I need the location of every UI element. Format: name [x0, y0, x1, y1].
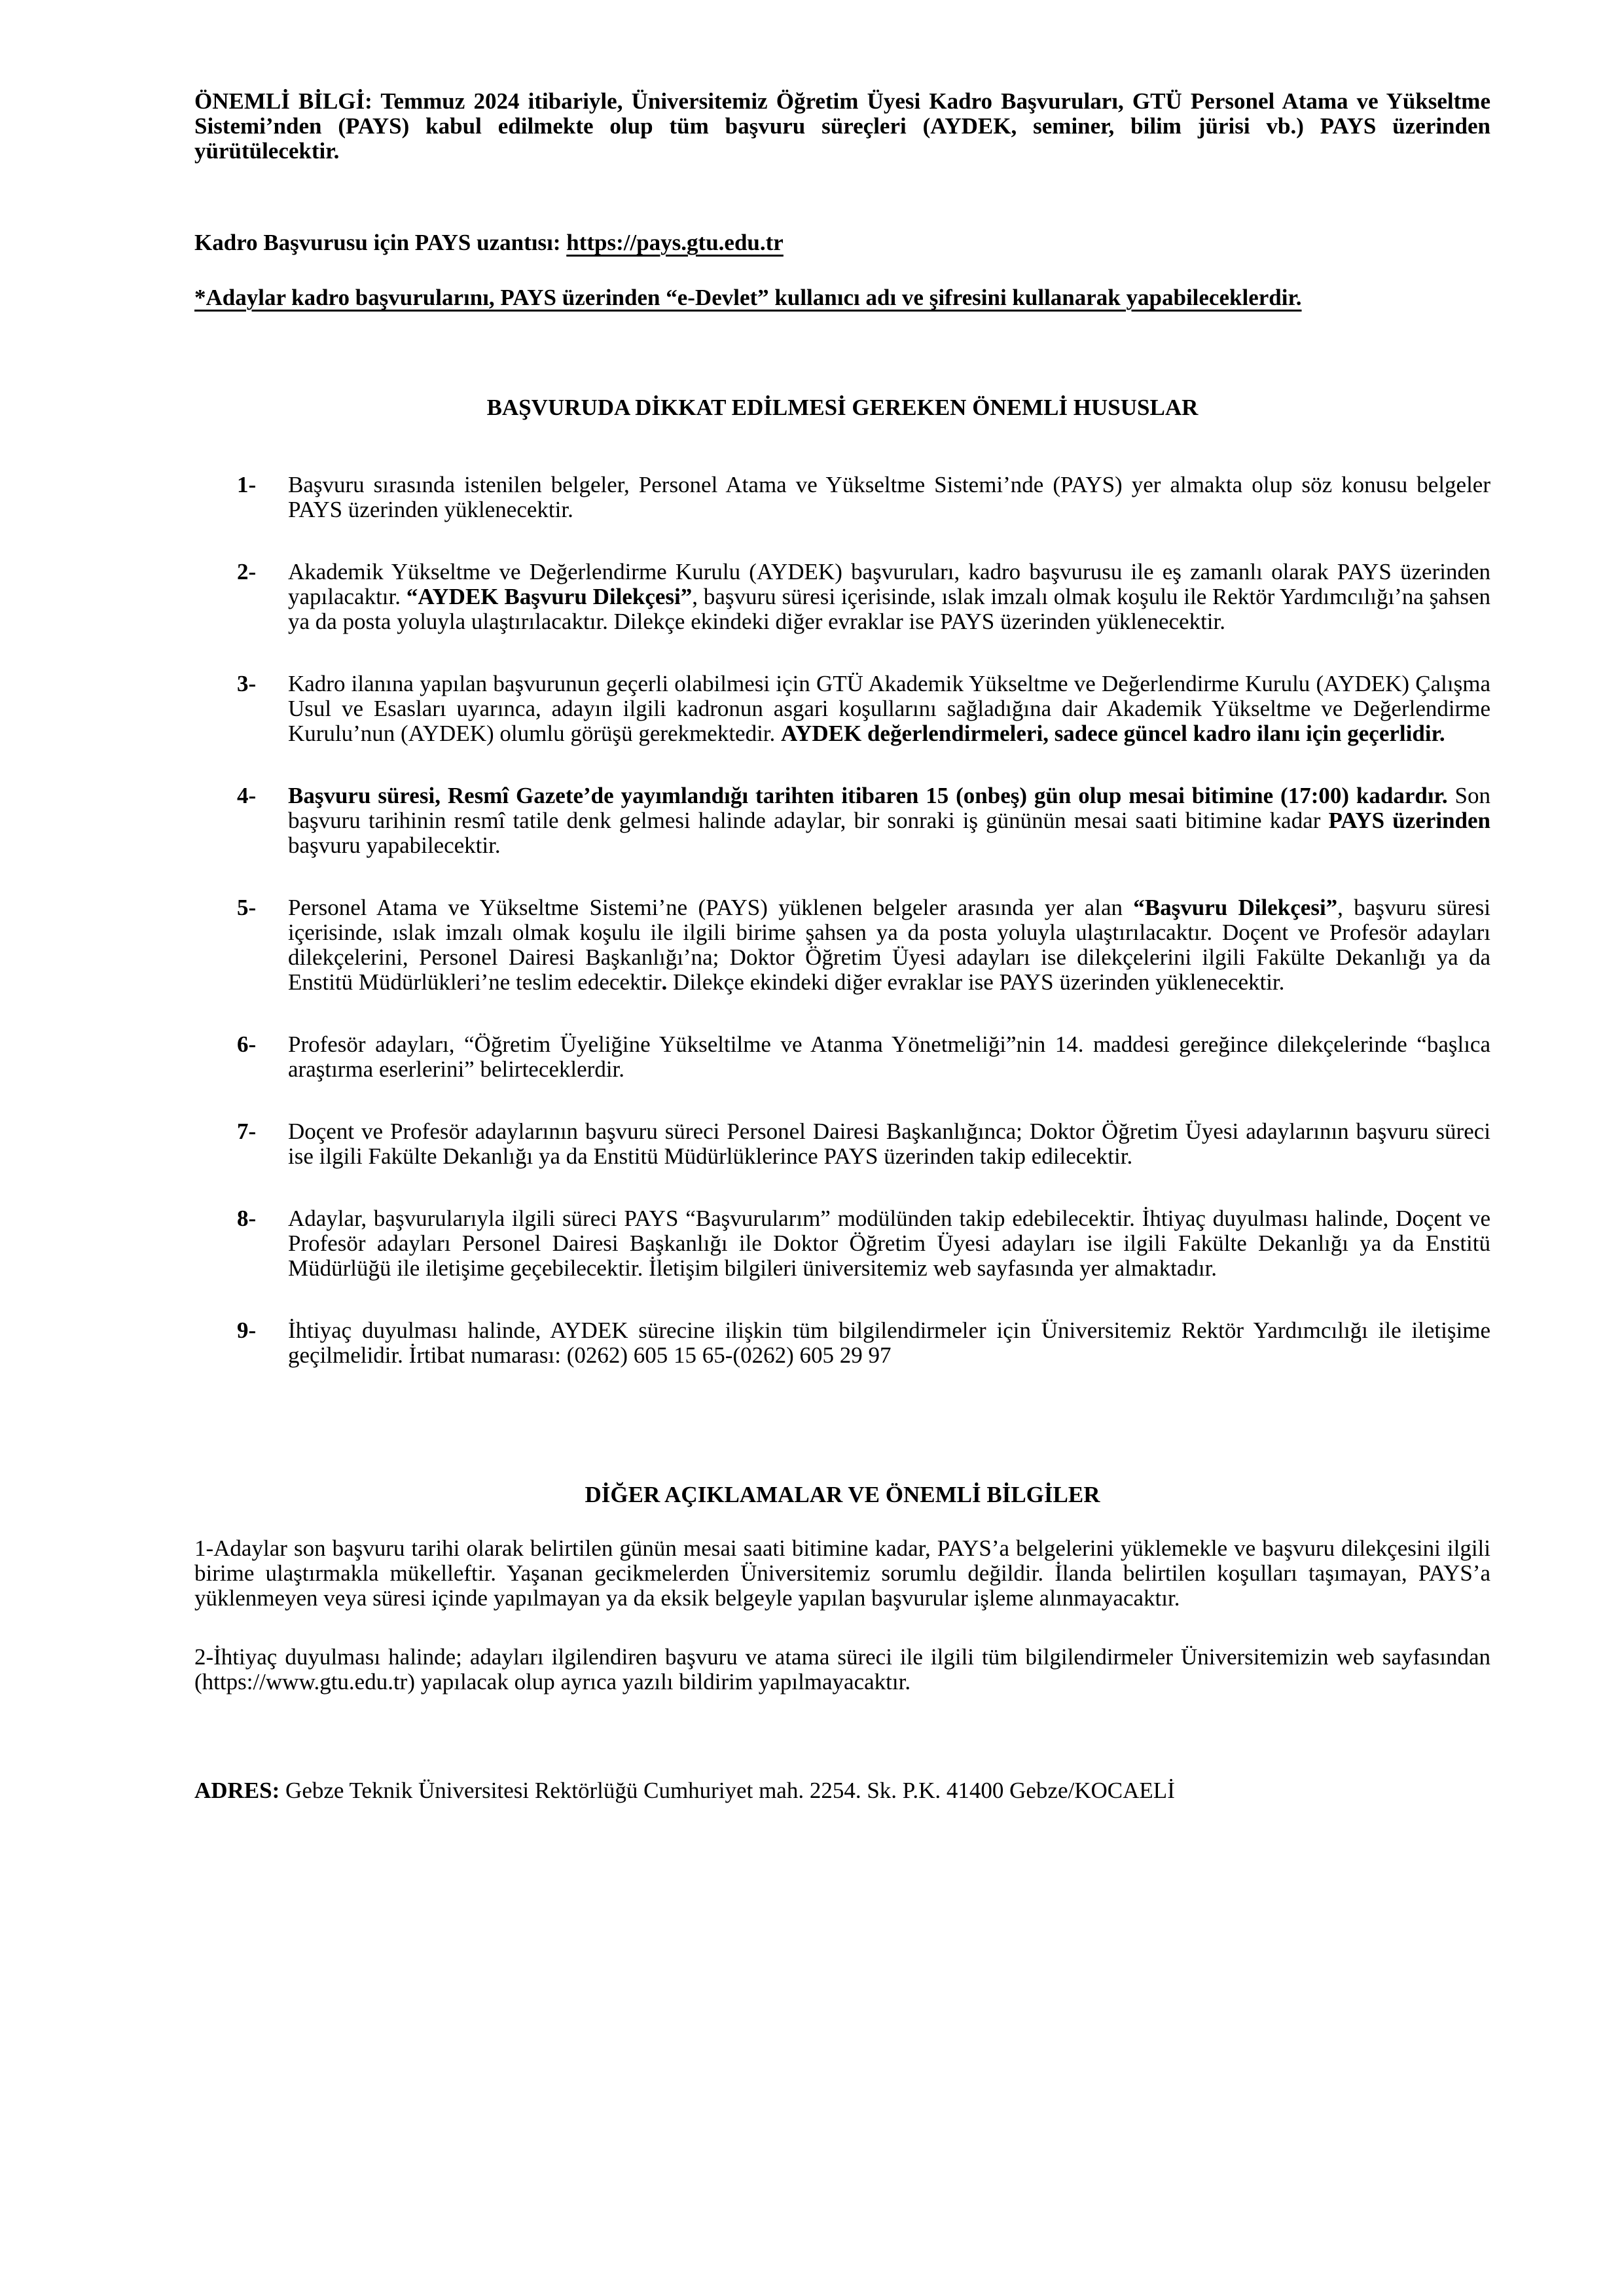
paragraph: 2-İhtiyaç duyulması halinde; adayları ilgilendiren başvuru ve atama süreci ile ilgili tüm bilgilendirmeler Üniversitemizin web sayfasından (https://www.gtu.edu.tr) yapılacak olup ayrıca yazılı bildirim yapılmayacaktır.: [194, 1644, 1490, 1695]
list-item-number: 5-: [237, 895, 257, 920]
address-label: ADRES:: [194, 1778, 280, 1803]
text-run: Kadro ilanına yapılan başvurunun geçerli olabilmesi için GTÜ Akademik Yükseltme ve Değerlendirme Kurulu (AYDEK) Çalışma Usul ve Esasları uyarınca, adayın ilgili kadronun asgari koşullarını sağladığına dair Akademik Yükseltme ve Değerlendirme Kurulu’nun (AYDEK) olumlu görüşü gerekmektedir.: [288, 671, 1490, 746]
list-item-number: 6-: [237, 1031, 257, 1057]
text-run: Adaylar, başvurularıyla ilgili süreci PAYS “Başvurularım” modülünden takip edebilecektir. İhtiyaç duyulması halinde, Doçent ve Profesör adayları Personel Dairesi Başkanlığı ile Doktor Öğretim Üyesi adayları ise ilgili Fakülte Dekanlığı ya da Enstitü Müdürlüğü ile iletişime geçebilecektir. İletişim bilgileri üniversitemiz web sayfasında yer almaktadır.: [288, 1206, 1490, 1281]
paragraph: 1-Adaylar son başvuru tarihi olarak belirtilen günün mesai saati bitimine kadar, PAYS’a belgelerini yüklemekle ve başvuru dilekçesini ilgili birime ulaştırmakla mükelleftir. Yaşanan gecikmelerden Üniversitemiz sorumlu değildir. İlanda belirtilen koşulları taşımayan, PAYS’a yüklenmeyen veya süresi içinde yapılmayan ya da eksik belgeyle yapılan başvurular işleme alınmayacaktır.: [194, 1535, 1490, 1611]
text-run: AYDEK değerlendirmeleri, sadece güncel kadro ilanı için geçerlidir.: [781, 721, 1445, 746]
list-item-number: 9-: [237, 1318, 257, 1343]
list-item-number: 2-: [237, 559, 257, 584]
text-run: İhtiyaç duyulması halinde, AYDEK sürecine ilişkin tüm bilgilendirmeler için Üniversitemiz Rektör Yardımcılığı ile iletişime geçilmelidir. İrtibat numarası: (0262) 605 15 65-(0262) 605 29 97: [288, 1318, 1490, 1368]
list-item-number: 1-: [237, 472, 257, 497]
list-item: [194, 560, 1490, 634]
list-item: [194, 783, 1490, 858]
list-item: [194, 895, 1490, 995]
list-item: [194, 672, 1490, 746]
text-run: .: [661, 969, 668, 995]
list-item: [194, 1032, 1490, 1082]
section2-title: DİĞER AÇIKLAMALAR VE ÖNEMLİ BİLGİLER: [585, 1482, 1100, 1507]
list-item-number: 4-: [237, 783, 257, 808]
list-item: [194, 1318, 1490, 1368]
text-run: Personel Atama ve Yükseltme Sistemi’ne (PAYS) yüklenen belgeler arasında yer alan: [288, 895, 1134, 920]
important-info-paragraph: ÖNEMLİ BİLGİ: Temmuz 2024 itibariyle, Üniversitemiz Öğretim Üyesi Kadro Başvuruları, GTÜ Personel Atama ve Yükseltme Sistemi’nden (PAYS) kabul edilmekte olup tüm başvuru süreçleri (AYDEK, seminer, bilim jürisi vb.) PAYS üzerinden yürütülecektir.: [194, 88, 1490, 164]
list-item-number: 3-: [237, 671, 257, 696]
text-run: “AYDEK Başvuru Dilekçesi”: [406, 584, 693, 609]
pays-url-line: [194, 230, 1490, 255]
list-item: [194, 1119, 1490, 1169]
text-run: Başvuru sırasında istenilen belgeler, Personel Atama ve Yükseltme Sistemi’nde (PAYS) yer almakta olup söz konusu belgeler PAYS üzerinden yüklenecektir.: [288, 472, 1490, 522]
edevlet-note-text: *Adaylar kadro başvurularını, PAYS üzerinden “e-Devlet” kullanıcı adı ve şifresini kullanarak yapabileceklerdir.: [194, 285, 1302, 310]
section1-title: BAŞVURUDA DİKKAT EDİLMESİ GEREKEN ÖNEMLİ HUSUSLAR: [486, 395, 1199, 420]
text-run: Başvuru süresi, Resmî Gazete’de yayımlandığı tarihten itibaren 15 (onbeş) gün olup mesai bitimine (17:00) kadardır.: [288, 783, 1448, 808]
text-run: , başvuru süresi içerisinde, ıslak imzalı olmak koşulu ile ilgili birime şahsen ya da posta yoluyla ulaştırılacaktır. Doçent ve Profesör adayları dilekçelerini, Personel Dairesi Başkanlığı’na; Doktor Öğretim Üyesi adayları ise dilekçelerini ilgili Fakülte Dekanlığı ya da Enstitü Müdürlükleri’ne teslim edecektir: [288, 895, 1490, 995]
list-item: [194, 1206, 1490, 1281]
text-run: Profesör adayları, “Öğretim Üyeliğine Yükseltilme ve Atanma Yönetmeliği”nin 14. maddesi gereğince dilekçelerinde “başlıca araştırma eserlerini” belirteceklerdir.: [288, 1031, 1490, 1082]
other-explanations: [194, 1536, 1490, 1695]
text-run: Dilekçe ekindeki diğer evraklar ise PAYS üzerinden yüklenecektir.: [667, 969, 1285, 995]
pays-url-link[interactable]: https://pays.gtu.edu.tr: [566, 230, 784, 255]
edevlet-note: [194, 285, 1490, 310]
list-item-number: 7-: [237, 1119, 257, 1144]
text-run: PAYS üzerinden: [1328, 808, 1490, 833]
list-item-number: 8-: [237, 1206, 257, 1231]
text-run: Son başvuru tarihinin resmî tatile denk gelmesi halinde adaylar, bir sonraki iş gününün mesai saati bitimine kadar: [288, 783, 1490, 833]
text-run: , başvuru süresi içerisinde, ıslak imzalı olmak koşulu ile Rektör Yardımcılığı’na şahsen ya da posta yoluyla ulaştırılacaktır. Dilekçe ekindeki diğer evraklar ise PAYS üzerinden yüklenecektir.: [288, 584, 1490, 634]
list-item: [194, 473, 1490, 522]
text-run: başvuru yapabilecektir.: [288, 833, 501, 858]
text-run: Akademik Yükseltme ve Değerlendirme Kurulu (AYDEK) başvuruları, kadro başvurusu ile eş zamanlı olarak PAYS üzerinden yapılacaktır.: [288, 559, 1490, 609]
important-points-list: [194, 473, 1490, 1368]
text-run: Doçent ve Profesör adaylarının başvuru süreci Personel Dairesi Başkanlığınca; Doktor Öğretim Üyesi adaylarının başvuru süreci ise ilgili Fakülte Dekanlığı ya da Enstitü Müdürlüklerince PAYS üzerinden takip edilecektir.: [288, 1119, 1490, 1169]
address-text: Gebze Teknik Üniversitesi Rektörlüğü Cumhuriyet mah. 2254. Sk. P.K. 41400 Gebze/KOCAELİ: [280, 1778, 1175, 1803]
text-run: “Başvuru Dilekçesi”: [1133, 895, 1338, 920]
address-line: [194, 1778, 1490, 1803]
pays-url-label: Kadro Başvurusu için PAYS uzantısı:: [194, 230, 567, 255]
